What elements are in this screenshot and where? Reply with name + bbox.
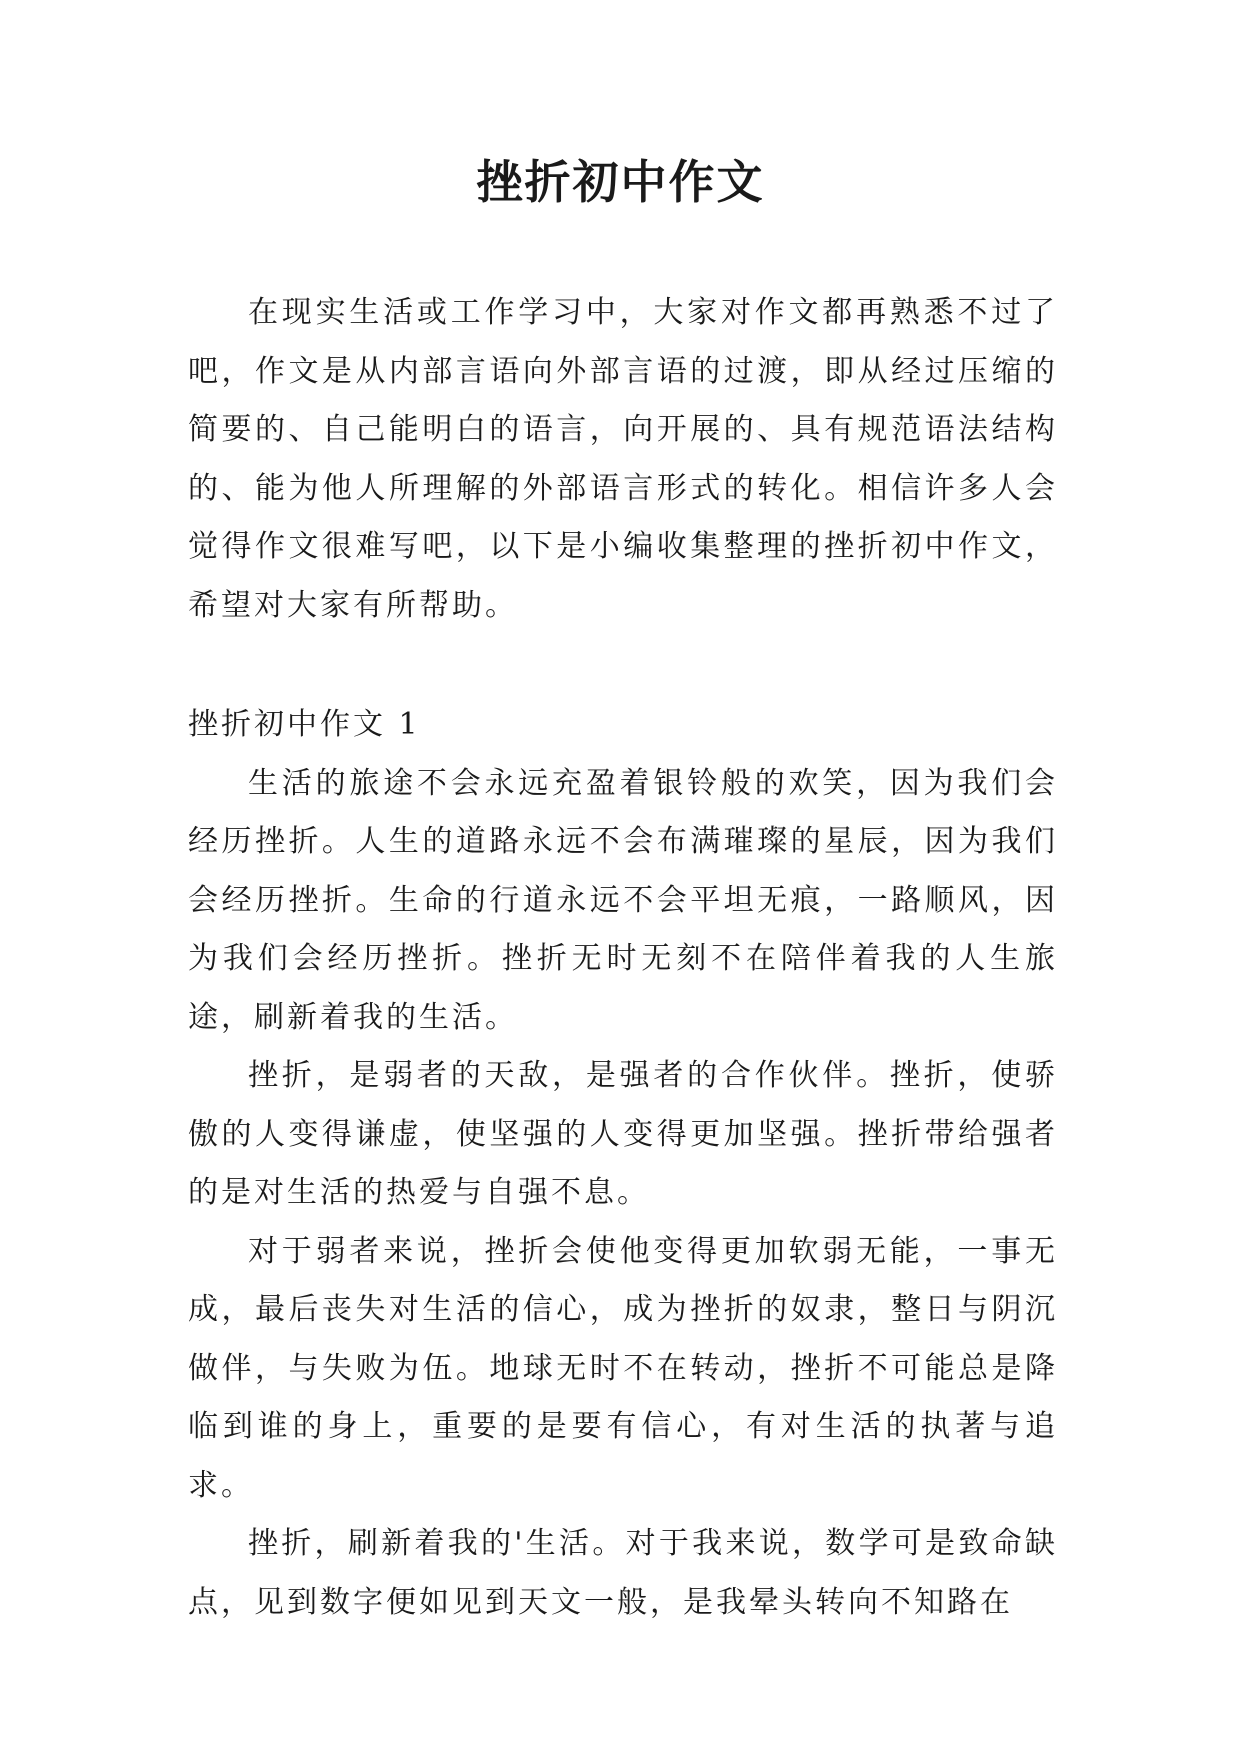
essay-paragraph-4: 挫折，刷新着我的'生活。对于我来说，数学可是致命缺点，见到数字便如见到天文一般，是我晕头转向不知路在 bbox=[188, 1526, 1058, 1620]
essay-paragraph-1: 生活的旅途不会永远充盈着银铃般的欢笑，因为我们会经历挫折。人生的道路永远不会布满璀璨的星辰，因为我们会经历挫折。生命的行道永远不会平坦无痕，一路顺风，因为我们会经历挫折。挫折无时无刻不在陪伴着我的人生旅途，刷新着我的生活。 bbox=[188, 765, 1058, 1035]
document-title: 挫折初中作文 bbox=[476, 155, 765, 209]
intro-block bbox=[188, 284, 1058, 635]
essay-paragraph-2: 挫折，是弱者的天敌，是强者的合作伙伴。挫折，使骄傲的人变得谦虚，使坚强的人变得更加坚强。挫折带给强者的是对生活的热爱与自强不息。 bbox=[188, 1058, 1058, 1210]
intro-paragraph: 在现实生活或工作学习中，大家对作文都再熟悉不过了吧，作文是从内部言语向外部言语的过渡，即从经过压缩的简要的、自己能明白的语言，向开展的、具有规范语法结构的、能为他人所理解的外部语言形式的转化。相信许多人会觉得作文很难写吧，以下是小编收集整理的挫折初中作文，希望对大家有所帮助。 bbox=[188, 295, 1058, 623]
section-heading: 挫折初中作文 1 bbox=[188, 707, 421, 742]
essay-section bbox=[188, 696, 1058, 1632]
essay-paragraph-3: 对于弱者来说，挫折会使他变得更加软弱无能，一事无成，最后丧失对生活的信心，成为挫折的奴隶，整日与阴沉做伴，与失败为伍。地球无时不在转动，挫折不可能总是降临到谁的身上，重要的是要有信心，有对生活的执著与追求。 bbox=[188, 1233, 1058, 1503]
